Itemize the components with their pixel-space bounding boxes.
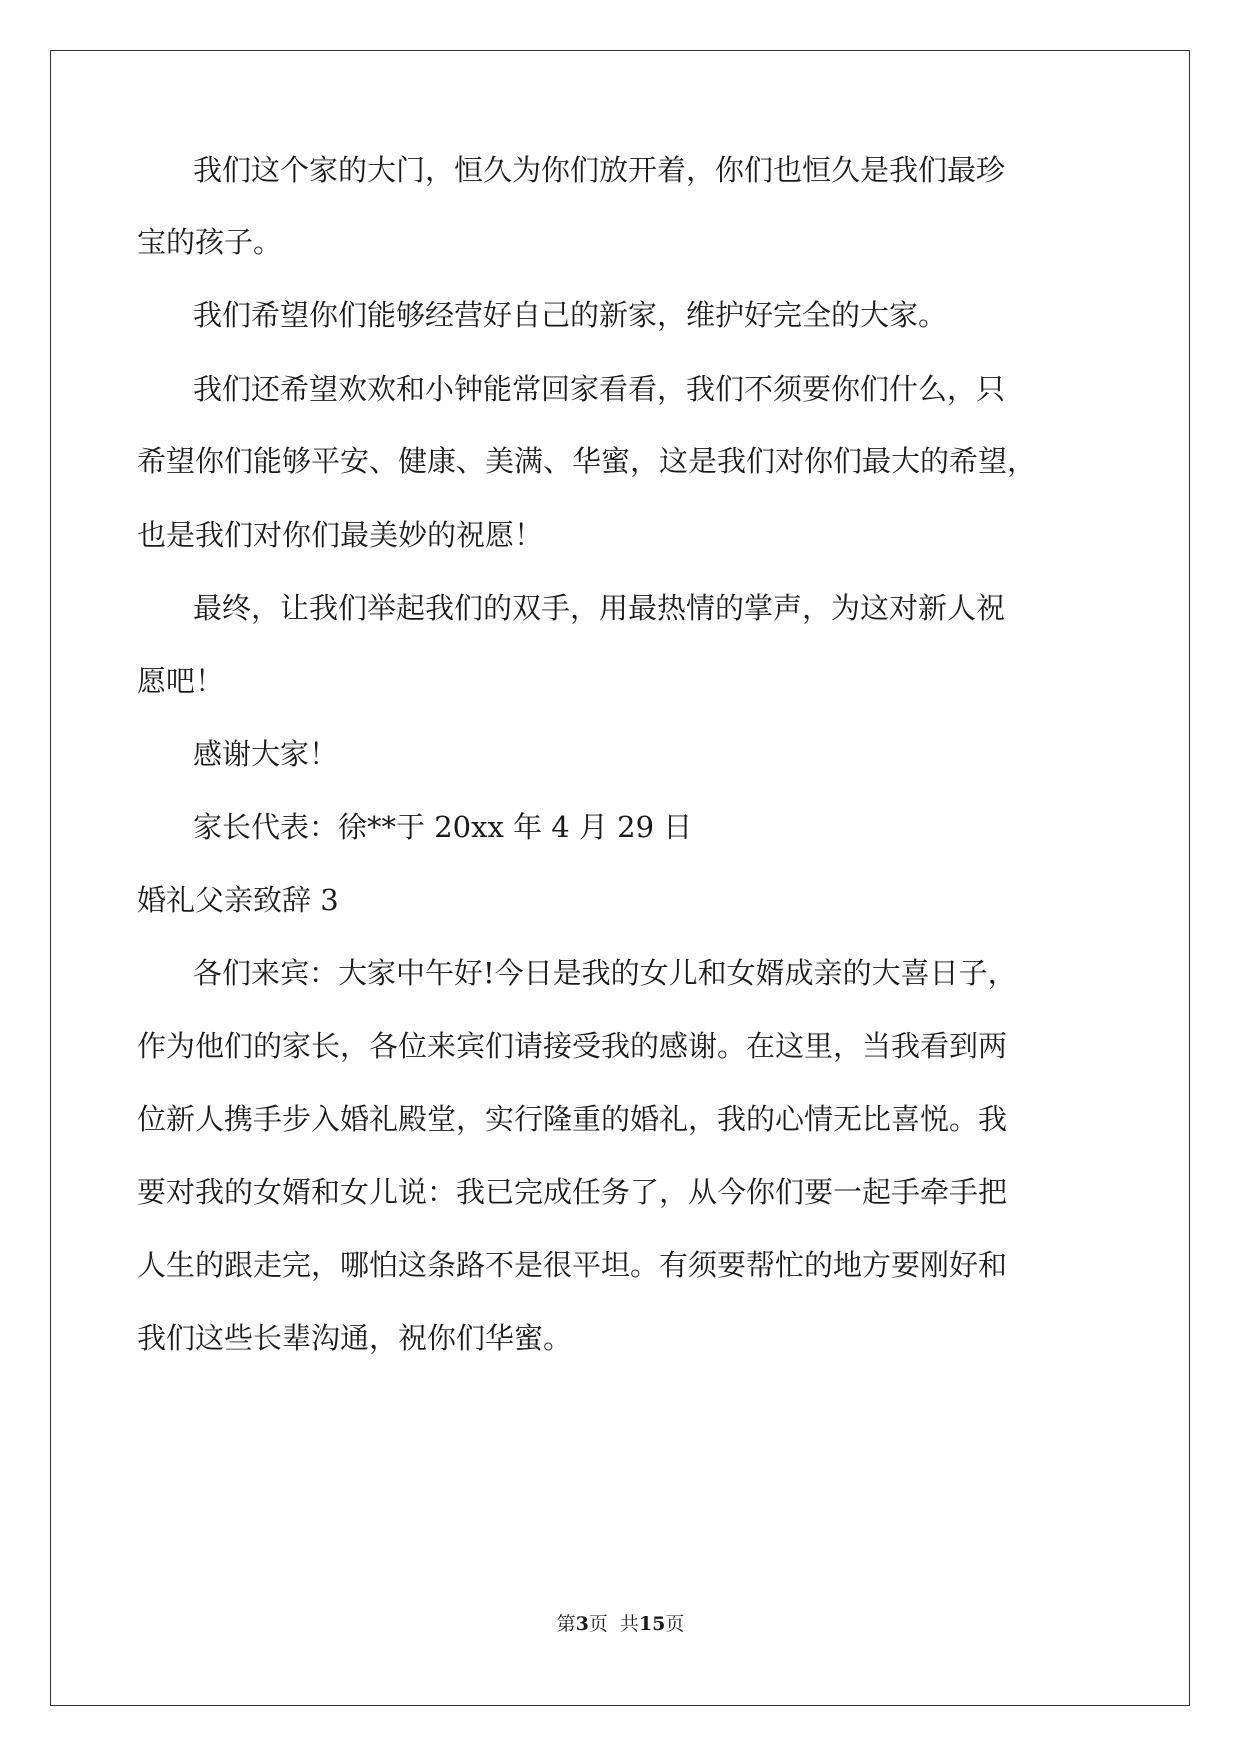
section-heading: 婚礼父亲致辞 3 xyxy=(137,883,339,917)
total-page-count: 15 xyxy=(638,1613,666,1635)
paragraph-line: 感谢大家！ xyxy=(193,737,339,771)
paragraph-line: 作为他们的家长，各位来宾们请接受我的感谢。在这里，当我看到两 xyxy=(137,1029,1008,1063)
footer-mid: 页 共 xyxy=(588,1613,639,1635)
paragraph-line: 我们希望你们能够经营好自己的新家，维护好完全的大家。 xyxy=(193,298,948,332)
paragraph-line: 要对我的女婿和女儿说：我已完成任务了，从今你们要一起手牵手把 xyxy=(137,1175,1008,1209)
paragraph-line: 人生的跟走完，哪怕这条路不是很平坦。有须要帮忙的地方要刚好和 xyxy=(137,1248,1008,1282)
paragraph-line: 我们这个家的大门，恒久为你们放开着，你们也恒久是我们最珍 xyxy=(193,153,1006,187)
paragraph-line: 最终，让我们举起我们的双手，用最热情的掌声，为这对新人祝 xyxy=(193,591,1006,625)
paragraph-line: 也是我们对你们最美妙的祝愿！ xyxy=(137,518,544,552)
signature-line: 家长代表：徐**于 20xx 年 4 月 29 日 xyxy=(193,810,693,844)
paragraph-line: 位新人携手步入婚礼殿堂，实行隆重的婚礼，我的心情无比喜悦。我 xyxy=(137,1102,1008,1136)
footer-suffix: 页 xyxy=(665,1613,685,1635)
footer-prefix: 第 xyxy=(556,1613,576,1635)
current-page-number: 3 xyxy=(575,1613,589,1635)
paragraph-line: 希望你们能够平安、健康、美满、华蜜，这是我们对你们最大的希望， xyxy=(137,444,1037,478)
paragraph-line: 我们还希望欢欢和小钟能常回家看看，我们不须要你们什么，只 xyxy=(193,372,1006,406)
page-footer xyxy=(0,1611,1241,1637)
paragraph-line: 各们来宾：大家中午好!今日是我的女儿和女婿成亲的大喜日子， xyxy=(193,956,1017,990)
paragraph-line: 我们这些长辈沟通，祝你们华蜜。 xyxy=(137,1321,573,1355)
paragraph-line: 愿吧！ xyxy=(137,664,225,698)
paragraph-line: 宝的孩子。 xyxy=(137,225,283,259)
